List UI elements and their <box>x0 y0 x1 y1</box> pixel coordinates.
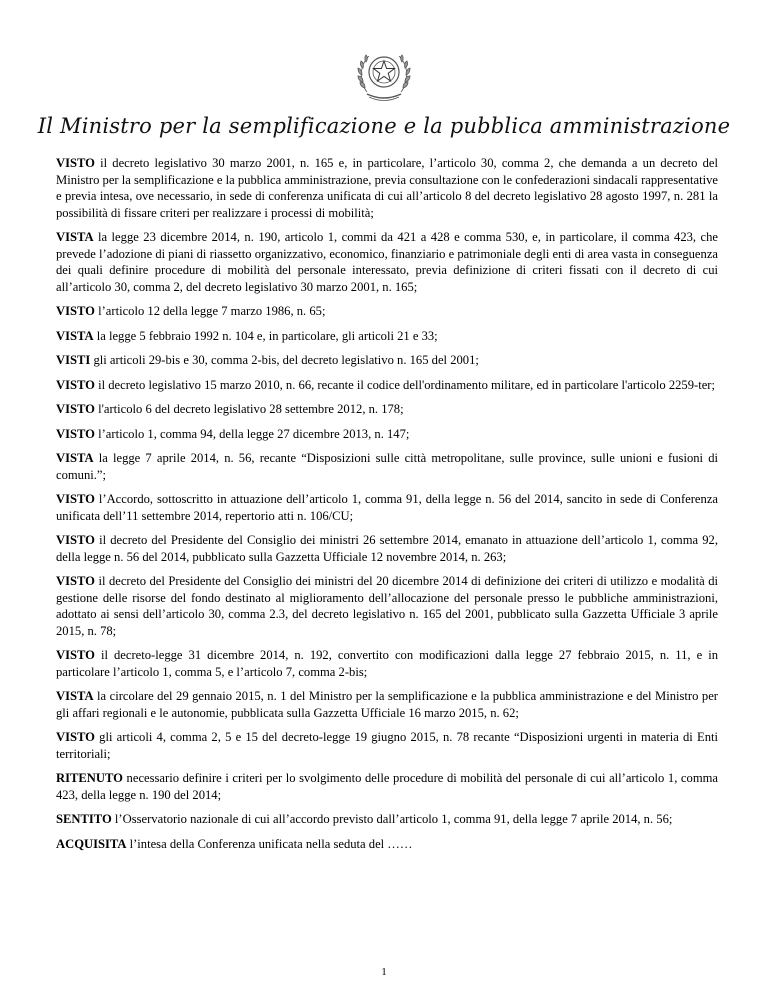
paragraph <box>56 532 718 565</box>
paragraph-lead: VISTA <box>56 230 94 244</box>
paragraph <box>56 229 718 295</box>
paragraph <box>56 450 718 483</box>
paragraph-text: l’Osservatorio nazionale di cui all’accordo previsto dall’articolo 1, comma 91, della legge 7 aprile 2014, n. 56; <box>111 812 673 826</box>
paragraph-text: gli articoli 4, comma 2, 5 e 15 del decreto-legge 19 giugno 2015, n. 78 recante “Disposizioni urgenti in materia di Enti territoriali; <box>56 730 718 761</box>
paragraph <box>56 426 718 443</box>
paragraph <box>56 328 718 345</box>
paragraph <box>56 352 718 369</box>
document-body <box>56 155 718 860</box>
paragraph-lead: VISTO <box>56 533 95 547</box>
paragraph-text: il decreto legislativo 30 marzo 2001, n. 165 e, in particolare, l’articolo 30, comma 2, che demanda a un decreto del Ministro per la semplificazione e la pubblica amministrazione, previa consultazione con le confederazioni sindacali rappresentative e previa intesa, ove necessario, in sede di conferenza unificata di cui all’articolo 8 del decreto legislativo 28 agosto 1997, n. 281 la possibilità di fissare criteri per realizzare i processi di mobilità; <box>56 156 718 220</box>
paragraph <box>56 401 718 418</box>
paragraph-text: il decreto del Presidente del Consiglio dei ministri 26 settembre 2014, emanato in attuazione dell’articolo 1, comma 92, della legge n. 56 del 2014, pubblicato sulla Gazzetta Ufficiale 12 novembre 2014, n. 263; <box>56 533 718 564</box>
paragraph <box>56 155 718 221</box>
paragraph-text: la legge 23 dicembre 2014, n. 190, articolo 1, commi da 421 a 428 e comma 530, e, in particolare, il comma 423, che prevede l’adozione di piani di riassetto organizzativo, economico, finanziario e patrimoniale degli enti di area vasta in conseguenza dei quali definire procedure di mobilità del personale interessato, previa definizione di criteri fissati con il decreto di cui all’articolo 30, comma 2, del decreto legislativo 30 marzo 2001, n. 165; <box>56 230 718 294</box>
paragraph-text: l’articolo 12 della legge 7 marzo 1986, n. 65; <box>94 304 326 318</box>
page-number: 1 <box>381 966 387 978</box>
paragraph-lead: VISTO <box>56 377 95 392</box>
paragraph-lead: ACQUISITA <box>56 836 127 851</box>
paragraph-lead: RITENUTO <box>56 771 123 785</box>
paragraph-lead: VISTA <box>56 451 94 465</box>
paragraph-text: il decreto-legge 31 dicembre 2014, n. 192, convertito con modificazioni dalla legge 27 febbraio 2015, n. 11, e in particolare l’articolo 1, comma 5, e l’articolo 7, comma 2-bis; <box>56 648 718 679</box>
paragraph-text: l'articolo 6 del decreto legislativo 28 settembre 2012, n. 178; <box>94 402 404 416</box>
paragraph-lead: VISTO <box>56 492 95 506</box>
paragraph <box>56 647 718 680</box>
paragraph-text: la circolare del 29 gennaio 2015, n. 1 del Ministro per la semplificazione e la pubblica amministrazione e del Ministro per gli affari regionali e le autonomie, pubblicata sulla Gazzetta Ufficiale 16 marzo 2015, n. 62; <box>56 689 718 720</box>
paragraph-lead: VISTO <box>56 574 95 588</box>
italian-republic-emblem-icon <box>357 44 411 104</box>
paragraph <box>56 491 718 524</box>
paragraph-text: l’Accordo, sottoscritto in attuazione dell’articolo 1, comma 91, della legge n. 56 del 2014, sancito in sede di Conferenza unificata dell’11 settembre 2014, repertorio atti n. 106/CU; <box>56 492 718 523</box>
paragraph-lead: VISTO <box>56 648 95 662</box>
paragraph-lead: VISTO <box>56 304 95 318</box>
paragraph-lead: VISTI <box>56 353 91 367</box>
paragraph-lead: VISTO <box>56 156 95 170</box>
paragraph-lead: VISTO <box>56 426 95 441</box>
paragraph-text: gli articoli 29-bis e 30, comma 2-bis, del decreto legislativo n. 165 del 2001; <box>90 353 479 367</box>
paragraph <box>56 811 718 828</box>
paragraph <box>56 729 718 762</box>
document-heading: Il Ministro per la semplificazione e la pubblica amministrazione <box>37 114 731 138</box>
paragraph <box>56 688 718 721</box>
paragraph-text: il decreto del Presidente del Consiglio dei ministri del 20 dicembre 2014 di definizione dei criteri di utilizzo e modalità di gestione delle risorse del fondo destinato al miglioramento dell’allocazione del personale presso le pubbliche amministrazioni, adottato ai sensi dell’articolo 30, comma 2.3, del decreto legislativo n. 165 del 2001, pubblicato sulla Gazzetta Ufficiale 3 aprile 2015, n. 78; <box>56 574 718 638</box>
paragraph <box>56 377 718 394</box>
paragraph-text: il decreto legislativo 15 marzo 2010, n. 66, recante il codice dell'ordinamento militare, ed in particolare l'articolo 2259-ter; <box>94 377 715 392</box>
paragraph-text: la legge 7 aprile 2014, n. 56, recante “Disposizioni sulle città metropolitane, sulle province, sulle unioni e fusioni di comuni.”; <box>56 451 718 482</box>
paragraph <box>56 770 718 803</box>
paragraph-text: l’articolo 1, comma 94, della legge 27 dicembre 2013, n. 147; <box>94 426 410 441</box>
paragraph <box>56 836 718 853</box>
paragraph <box>56 303 718 320</box>
paragraph-text: l’intesa della Conferenza unificata nella seduta del …… <box>126 836 413 851</box>
paragraph-text: necessario definire i criteri per lo svolgimento delle procedure di mobilità del personale di cui all’articolo 1, comma 423, della legge n. 190 del 2014; <box>56 771 718 802</box>
paragraph-lead: SENTITO <box>56 812 112 826</box>
paragraph-text: la legge 5 febbraio 1992 n. 104 e, in particolare, gli articoli 21 e 33; <box>93 328 438 343</box>
paragraph-lead: VISTA <box>56 328 94 343</box>
paragraph <box>56 573 718 639</box>
paragraph-lead: VISTA <box>56 689 94 703</box>
paragraph-lead: VISTO <box>56 402 95 416</box>
paragraph-lead: VISTO <box>56 730 95 744</box>
